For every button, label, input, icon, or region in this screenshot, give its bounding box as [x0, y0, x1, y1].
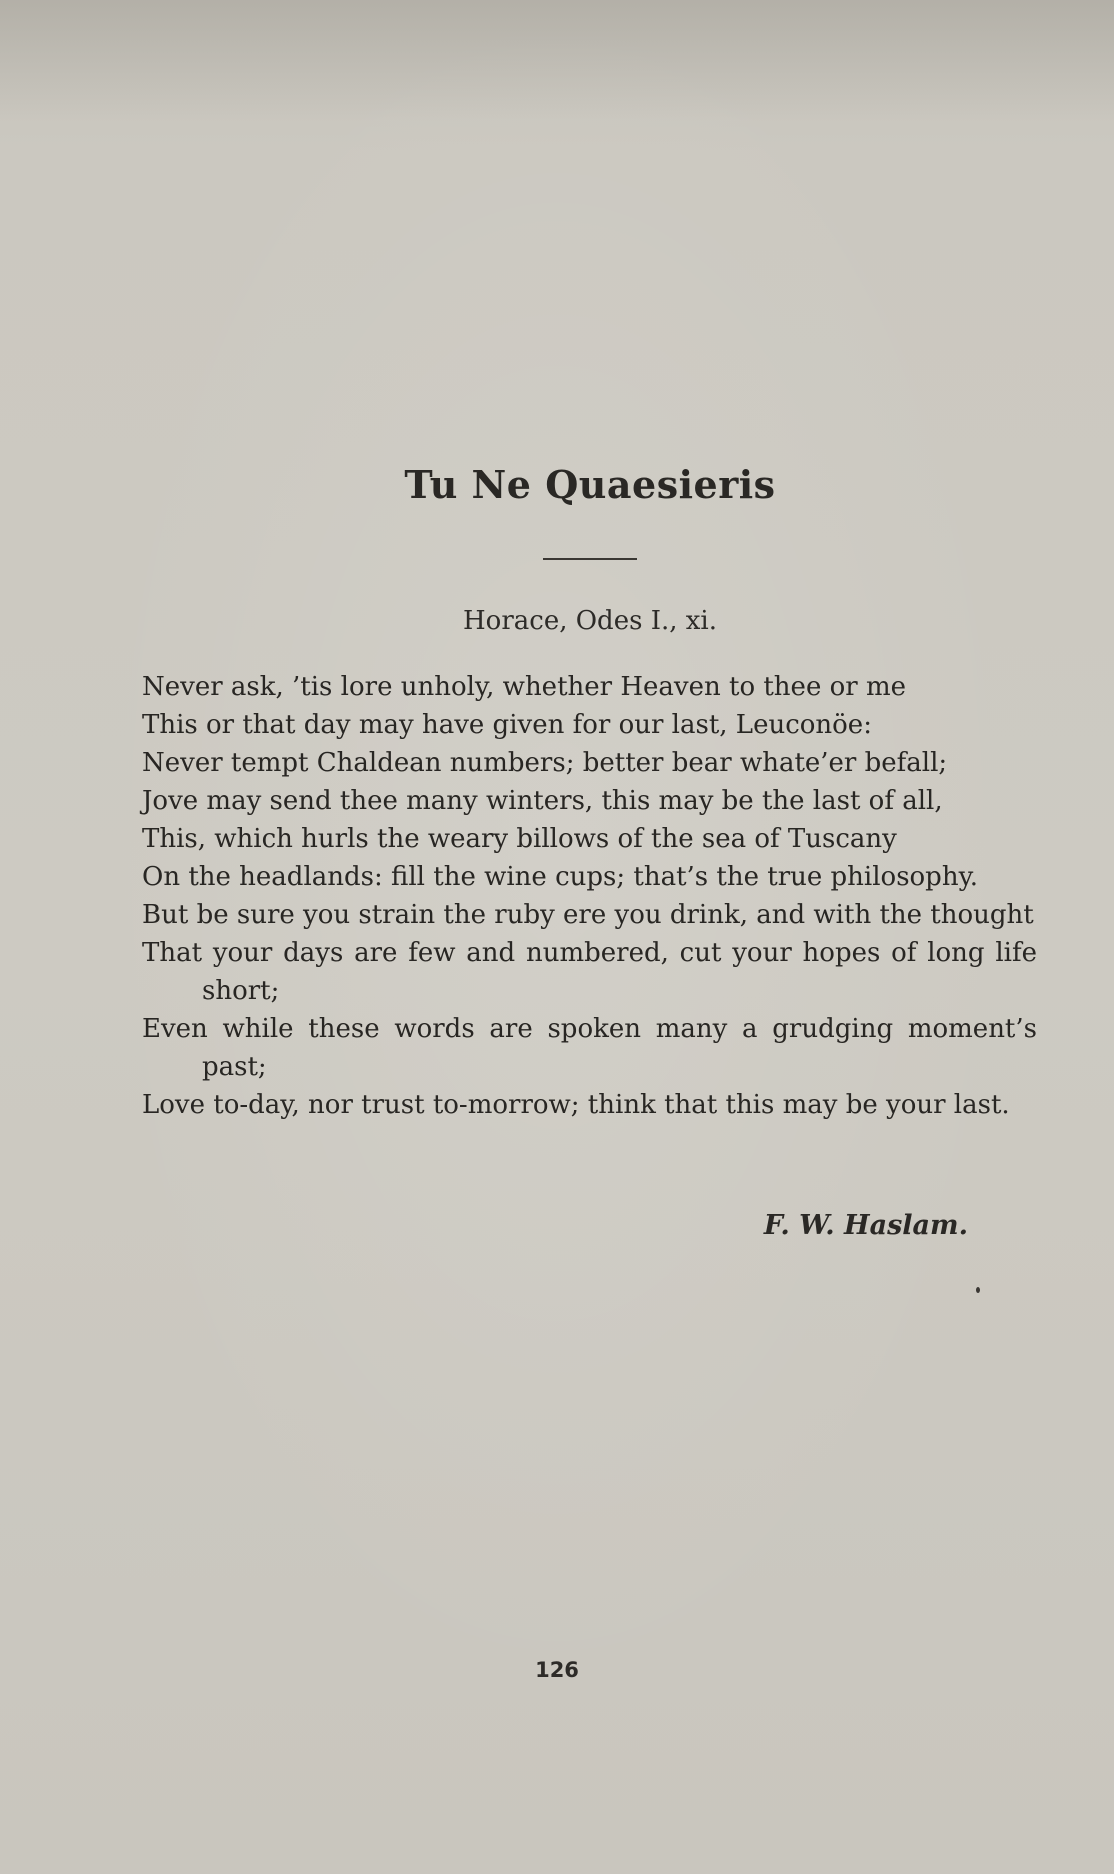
page-number: 126 [535, 1658, 579, 1682]
poem-line: Never ask, ’tis lore unholy, whether Heaven to thee or me [142, 672, 906, 702]
poem-line: Even while these words are spoken many a grudging moment’s past; [142, 1014, 1037, 1082]
ink-speck [976, 1287, 980, 1293]
poem-source: Horace, Odes I., xi. [463, 606, 717, 636]
poem-line: Love to-day, nor trust to-morrow; think that this may be your last. [142, 1090, 1010, 1120]
poem-line: That your days are few and numbered, cut your hopes of long life short; [142, 938, 1037, 1006]
page-shading [0, 0, 1114, 120]
poem-title: Tu Ne Quaesieris [404, 462, 776, 507]
poem-body [142, 668, 1037, 1124]
poem-line: Never tempt Chaldean numbers; better bear whate’er befall; [142, 748, 948, 778]
poem-line: This, which hurls the weary billows of the sea of Tuscany [142, 824, 897, 854]
poem-translator: F. W. Haslam. [763, 1210, 968, 1241]
poem-line: But be sure you strain the ruby ere you drink, and with the thought [142, 900, 1034, 930]
poem-line: Jove may send thee many winters, this may be the last of all, [142, 786, 943, 816]
poem-line: This or that day may have given for our last, Leuconöe: [142, 710, 872, 740]
poem-line: On the headlands: fill the wine cups; that’s the true philosophy. [142, 862, 979, 892]
title-rule [543, 558, 637, 560]
